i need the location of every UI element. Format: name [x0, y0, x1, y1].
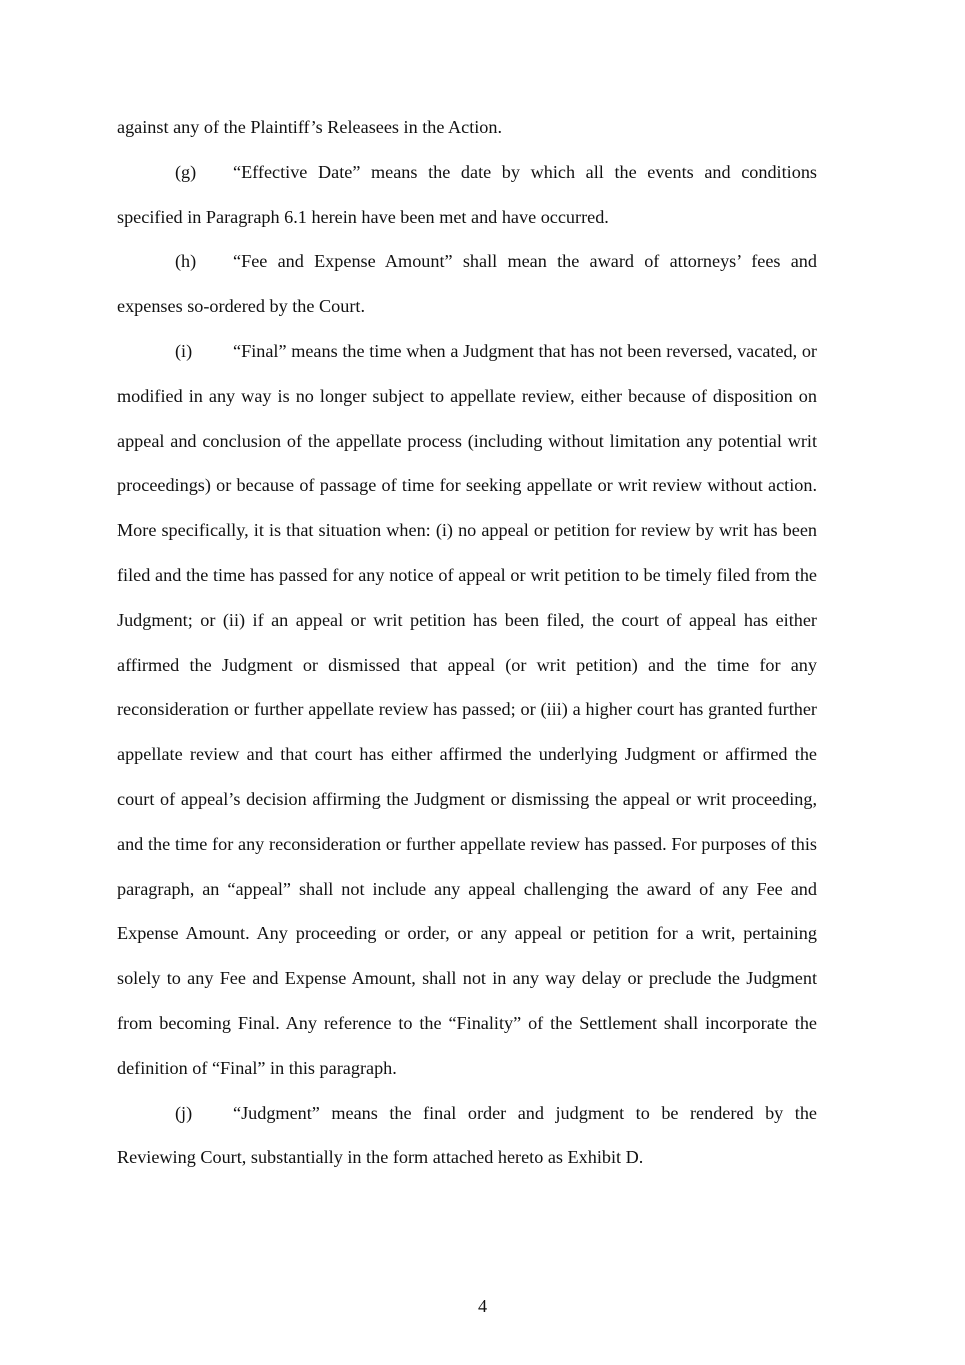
definition-effective-date: [117, 150, 817, 240]
document-page: [117, 105, 817, 1180]
definition-text: “Effective Date” means the date by which all the events and conditions specified in Paragraph 6.1 herein have been met and have occurred.: [117, 161, 817, 227]
definition-label: (i): [175, 340, 193, 361]
definition-label: (g): [175, 161, 197, 182]
definition-label: (j): [175, 1102, 193, 1123]
definition-judgment: [117, 1091, 817, 1181]
definition-text: “Fee and Expense Amount” shall mean the award of attorneys’ fees and expenses so-ordered by the Court.: [117, 251, 817, 317]
continuation-text: against any of the Plaintiff’s Releasees in the Action.: [117, 117, 503, 137]
definition-text: “Final” means the time when a Judgment that has not been reversed, vacated, or modified in any way is no longer subject to appellate review, either because of disposition on appeal and conclusion of the appellate process (including without limitation any potential writ proceedings) or because of passage of time for seeking appellate or writ review without action. More specifically, it is that situation when: (i) no appeal or petition for review by writ has been filed and the time has passed for any notice of appeal or writ petition to be timely filed from the Judgment; or (ii) if an appeal or writ petition has been filed, the court of appeal has either affirmed the Judgment or dismissed that appeal (or writ petition) and the time for any reconsideration or further appellate review has passed; or (iii) a higher court has granted further appellate review and that court has either affirmed the underlying Judgment or affirmed the court of appeal’s decision affirming the Judgment or dismissing the appeal or writ proceeding, and the time for any reconsideration or further appellate review has passed. For purposes of this paragraph, an “appeal” shall not include any appeal challenging the award of any Fee and Expense Amount. Any proceeding or order, or any appeal or petition for a writ, pertaining solely to any Fee and Expense Amount, shall not in any way delay or preclude the Judgment from becoming Final. Any reference to the “Finality” of the Settlement shall incorporate the definition of “Final” in this paragraph.: [117, 340, 817, 1078]
definition-final: [117, 329, 817, 1091]
definition-fee-and-expense-amount: [117, 239, 817, 329]
page-number: 4: [477, 1296, 488, 1316]
definition-label: (h): [175, 251, 197, 272]
definition-text: “Judgment” means the final order and judgment to be rendered by the Reviewing Court, substantially in the form attached hereto as Exhibit D.: [117, 1102, 817, 1168]
